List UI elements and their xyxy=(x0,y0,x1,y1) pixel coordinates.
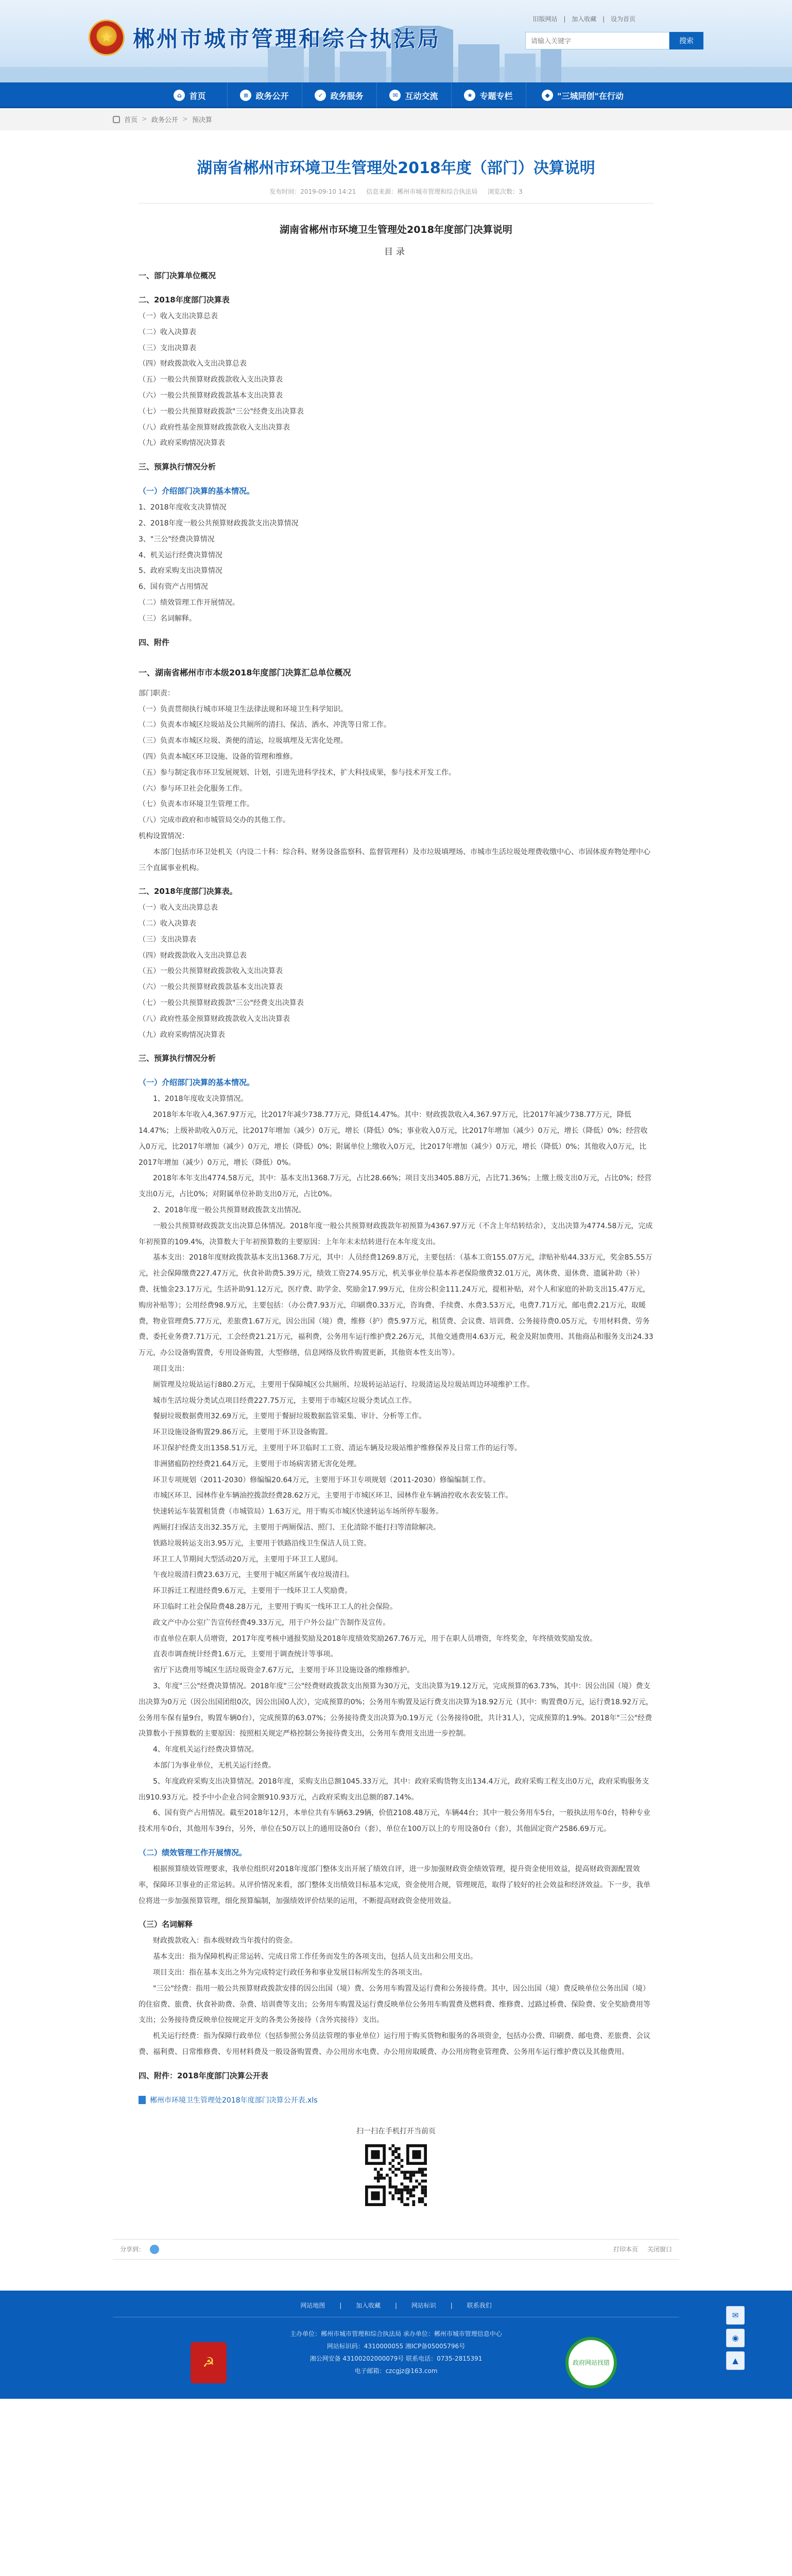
toc-paragraph: 1、2018年度收支决算情况 xyxy=(139,503,227,512)
side-tools xyxy=(726,2306,745,2370)
nav-home[interactable] xyxy=(153,82,228,108)
body-paragraph: （三）支出决算表 xyxy=(139,935,196,944)
toc-paragraph: 一、部门决算单位概况 xyxy=(139,271,216,280)
separator: | xyxy=(602,15,605,23)
party-emblem-icon[interactable]: ☭ xyxy=(191,2342,227,2383)
footer-links xyxy=(0,2291,792,2310)
toc-paragraph: （一）介绍部门决算的基本情况。 xyxy=(139,486,255,496)
print-button[interactable]: 打印本页 xyxy=(613,2245,638,2253)
body-paragraph: 省厅下达费用等城区生活垃圾资金7.67万元，主要用于环卫设施设备的维修维护。 xyxy=(153,1666,415,1675)
sitemap-link[interactable]: 网站地图 xyxy=(300,2301,325,2309)
footer-info-line: 网站标识码：4310000055 湘ICP备05005796号 xyxy=(326,2342,466,2350)
body-paragraph: 基本支出：2018年度财政拨款基本支出1368.7万元，其中：人员经费1269.8万元，主要包括：（基本工资155.07万元，津贴补贴44.33万元，奖金85.55万元，社会保障缴费227.47万元，伙食补助费5.39万元，绩效工资274.95万元，机关事业单位基本养老保险缴费32.01万元，离休费、退休费、遗属补助（补）费、抚恤金23.17万元，生活补助91.12万元，医疗费、助学金、奖励金17.99万元，住房公积金111.24万元，提租补贴，对个人和家庭的补助支出15.47万元，购房补贴等）；公用经费98.9万元，主要包括：（办公费7.93万元，印刷费0.33万元，咨询费、手续费、水费3.53万元，电费7.71万元，邮电费2.21万元，取暖费，物业管理费5.77万元，差旅费1.67万元，因公出国（境）费，维修（护）费5.97万元，租赁费、会议费、培训费、公务接待费0.05万元，专用材料费、劳务费、委托业务费7.71万元，工会经费21.21万元，福利费，公务用车运行维护费2.26万元，其他交通费用4.63万元，税金及附加费用、其他商品和服务支出24.33万元，办公设备购置费，专用设备购置，大型修缮，信息网络及软件购置更新，其他资本性支出等）。 xyxy=(139,1253,653,1358)
breadcrumb-home[interactable]: 首页 xyxy=(124,116,138,124)
document-icon: ≡ xyxy=(240,90,251,101)
body-paragraph: 机关运行经费：指为保障行政单位（包括参照公务员法管理的事业单位）运行用于购买货物和服务的各项资金，包括办公费、印刷费、邮电费、差旅费、会议费、福利费、日常维修费、专用材料费及一般设备购置费、办公用房水电费、办公用房取暖费、办公用房物业管理费、公务用车运行维护费以及其他费用。 xyxy=(139,2032,650,2056)
body-paragraph: 餐厨垃圾数据费用32.69万元，主要用于餐厨垃圾数据监管采集、审计、分析等工作。 xyxy=(153,1412,426,1421)
qr-block xyxy=(139,2126,653,2208)
toc-paragraph: （六）一般公共预算财政拨款基本支出决算表 xyxy=(139,391,283,400)
separator: | xyxy=(339,2301,342,2309)
body-paragraph: 午夜垃圾清扫费23.63万元，主要用于城区所属午夜垃圾清扫。 xyxy=(153,1571,354,1580)
body-paragraph: 二、2018年度部门决算表。 xyxy=(139,887,237,896)
body-paragraph: 2018年本年收入4,367.97万元，比2017年减少738.77万元，降低14.47%。其中：财政拨款收入4,367.97万元，比2017年减少738.77万元，降低14.47%；上级补助收入0万元，比2017年增加（减少）0万元，增长（降低）0%；事业收入0万元，比2017年增加（减少）0万元，增长（降低）0%；经营收入0万元，比2017年增加（减少）0万元，增长（降低）0%；附属单位上缴收入0万元，比2017年增加（减少）0万元，增长（降低）0%；其他收入0万元，比2017年增加（减少）0万元，增长（降低）0%。 xyxy=(139,1111,648,1167)
toc-paragraph: 4、机关运行经费决算情况 xyxy=(139,551,222,560)
share-label: 分享到： xyxy=(120,2246,145,2253)
article xyxy=(113,130,679,2229)
body-paragraph: 环卫专项规划（2011-2030）修编编20.64万元，主要用于环卫专项规划（2011-2030）修编编制工作。 xyxy=(153,1476,490,1484)
body-paragraph: 基本支出：指为保障机构正常运转、完成日常工作任务而发生的各项支出，包括人员支出和公用支出。 xyxy=(153,1953,477,1961)
nav-three-cities[interactable] xyxy=(526,82,640,108)
body-paragraph: 2、2018年度一般公共预算财政拨款支出情况。 xyxy=(153,1206,306,1215)
body-paragraph: 两厕打扫保洁支出32.35万元，主要用于两厕保洁、照门、王化清除不能打扫等清除解决。 xyxy=(153,1523,441,1532)
attachment-link[interactable] xyxy=(139,2095,653,2105)
nav-gov-affairs[interactable] xyxy=(228,82,302,108)
share-icon[interactable] xyxy=(150,2245,159,2254)
breadcrumb xyxy=(113,114,679,124)
body-paragraph: （七）负责本市环境卫生管理工作。 xyxy=(139,800,254,809)
nav-interaction[interactable] xyxy=(377,82,452,108)
body-paragraph: 四、附件：2018年度部门决算公开表 xyxy=(139,2071,268,2080)
footer-info-line: 湘公网安备 43100202000079号 联系电话：0735-2815391 xyxy=(309,2354,483,2362)
body-paragraph: 财政拨款收入：指本级财政当年拨付的资金。 xyxy=(153,1937,297,1945)
body-paragraph: 1、2018年度收支决算情况。 xyxy=(153,1095,248,1104)
body-paragraph: 厕管理及垃圾站运行880.2万元，主要用于保障城区公共厕所、垃圾转运站运行、垃圾清运及垃圾站周边环境维护工作。 xyxy=(153,1380,535,1389)
toc-paragraph: 5、政府采购支出决算情况 xyxy=(139,567,222,575)
body-paragraph: （三）负责本市城区垃圾、粪便的清运，垃圾填埋及无害化处理。 xyxy=(139,737,348,745)
body-paragraph: （六）参与环卫社会化服务工作。 xyxy=(139,784,247,793)
footer-info-line: 主办单位：郴州市城市管理和综合执法局 承办单位：郴州市城市管理信息中心 xyxy=(290,2330,502,2337)
favorite-link[interactable]: 加入收藏 xyxy=(356,2301,381,2309)
main-nav xyxy=(0,82,792,108)
body-paragraph: 非洲猪瘟防控经费21.64万元，主要用于市场病害猪无害化处理。 xyxy=(153,1460,361,1468)
qr-code xyxy=(365,2144,427,2206)
body-paragraph: 直表市调查统计经费1.6万元，主要用于调查统计等事项。 xyxy=(153,1650,338,1659)
body-paragraph: （二）收入决算表 xyxy=(139,920,196,928)
service-icon: ✓ xyxy=(315,90,326,101)
set-homepage-link[interactable]: 设为首页 xyxy=(610,15,635,23)
body-paragraph: （六）一般公共预算财政拨款基本支出决算表 xyxy=(139,983,283,992)
contact-link[interactable]: 联系我们 xyxy=(467,2301,492,2309)
article-meta xyxy=(139,187,653,204)
body-paragraph: 3、年度"三公"经费决算情况。2018年度"三公"经费财政拨款支出预算为30万元，支出决算为19.12万元，完成预算的63.73%，其中：因公出国（境）费支出决算为0万元（因公出国团组0次，因公出国0人次），完成预算的0%；公务用车购置及运行费支出决算为18.92万元（其中：购置费0万元，运行费18.92万元，公务用车保有量9台，购置车辆0台），完成预算的63.07%；公务接待费支出决算为0.19万元（公务接待0批，共计31人），完成预算的1.9%。2018年"三公"经费决算数小于预算数的主要原因：按照相关规定严格控制公务接待费支出，公务用车费用支出进一步控制。 xyxy=(139,1682,653,1738)
body-paragraph: 项目支出：指在基本支出之外为完成特定行政任务和事业发展目标所发生的各项支出。 xyxy=(153,1968,427,1977)
weibo-icon[interactable]: ◉ xyxy=(726,2329,745,2347)
body-paragraph: （二）绩效管理工作开展情况。 xyxy=(139,1848,247,1857)
body-paragraph: （八）政府性基金预算财政拨款收入支出决算表 xyxy=(139,1014,290,1023)
nav-topics[interactable] xyxy=(452,82,526,108)
nav-label: 首页 xyxy=(189,91,206,101)
search-button[interactable]: 搜索 xyxy=(669,32,703,49)
site-title: 郴州市城市管理和综合执法局 xyxy=(133,26,441,52)
toc-paragraph: 二、2018年度部门决算表 xyxy=(139,295,230,304)
body-paragraph: 市城区环卫、园林作业车辆油控拨款经费28.62万元，主要用于市城区环卫、园林作业车辆油控收水表安装工作。 xyxy=(153,1492,513,1500)
body-paragraph: 环卫拆迁工程进经费9.6万元，主要用于一线环卫工人奖励费。 xyxy=(153,1587,352,1596)
excel-file-icon xyxy=(139,2096,146,2104)
article-body xyxy=(139,664,653,2084)
breadcrumb-gov-affairs[interactable]: 政务公开 xyxy=(151,116,178,124)
body-paragraph: （二）负责本市城区垃圾站及公共厕所的清扫、保洁、洒水、冲洗等日常工作。 xyxy=(139,721,391,730)
site-header xyxy=(0,0,792,82)
attachment-label: 郴州市环境卫生管理处2018年度部门决算公开表.xls xyxy=(150,2096,318,2105)
nav-gov-service[interactable] xyxy=(302,82,377,108)
publish-time: 发布时间：2019-09-10 14:21 xyxy=(269,188,356,195)
body-paragraph: 环卫临时工社会保险费48.28万元，主要用于购买一线环卫工人的社会保险。 xyxy=(153,1602,398,1611)
table-of-contents xyxy=(139,267,653,651)
body-paragraph: （五）参与制定我市环卫发展规划、计划，引进先进科学技术，扩大科技成果，参与技术开发工作。 xyxy=(139,768,456,777)
body-paragraph: 快速转运车装置租赁费（市城管局）1.63万元，用于购买市城区快速转运车场所停车服务。 xyxy=(153,1507,443,1516)
toc-paragraph: 三、预算执行情况分析 xyxy=(139,462,216,472)
body-paragraph: 一般公共预算财政拨款支出决算总体情况。2018年度一般公共预算财政拨款年初预算为4367.97万元（不含上年结转结余），支出决算为4774.58万元，完成年初预算的109.4%，决算数大于年初预算数的主要原因：上年年末未结转进行在本年度支出。 xyxy=(139,1222,653,1246)
body-paragraph: （八）完成市政府和市城管局交办的其他工作。 xyxy=(139,816,290,825)
body-paragraph: 4、年度机关运行经费决算情况。 xyxy=(153,1745,259,1754)
body-paragraph: 本部门包括市环卫处机关（内设二十科：综合科、财务设备监察科、监督管理科）及市垃圾填埋场、市城市生活垃圾处理费收缴中心、市固体废弃物处理中心三个直属事业机构。 xyxy=(139,848,650,872)
toc-paragraph: （五）一般公共预算财政拨款收入支出决算表 xyxy=(139,376,283,384)
nav-label: "三城同创"在行动 xyxy=(557,91,624,101)
body-paragraph: 市直单位在职人员增资，2017年度考核中通报奖励及2018年度绩效奖励267.76万元，用于在职人员增资，年终奖金，年终绩效奖励发放。 xyxy=(153,1634,597,1643)
toc-paragraph: （八）政府性基金预算财政拨款收入支出决算表 xyxy=(139,423,290,432)
toc-paragraph: （一）收入支出决算总表 xyxy=(139,312,218,320)
add-favorite-link[interactable]: 加入收藏 xyxy=(572,15,597,23)
body-paragraph: 一、湖南省郴州市市本级2018年度部门决算汇总单位概况 xyxy=(139,667,351,677)
body-paragraph: 5、年度政府采购支出决算情况。2018年度，采购支出总额1045.33万元，其中：政府采购货物支出134.4万元，政府采购工程支出0万元，政府采购服务支出910.93万元。授予中小企业合同金额910.93万元，占政府采购支出总额的87.14%。 xyxy=(139,1777,649,1802)
toc-paragraph: （三）名词解释。 xyxy=(139,614,196,623)
nav-label: 政务服务 xyxy=(330,91,364,101)
chevron-right-icon: > xyxy=(142,115,147,123)
body-paragraph: 部门职责： xyxy=(139,689,175,698)
separator: | xyxy=(450,2301,453,2309)
toc-paragraph: 6、国有资产占用情况 xyxy=(139,583,208,591)
toc-paragraph: （四）财政拨款收入支出决算总表 xyxy=(139,360,247,368)
qr-caption: 扫一扫在手机打开当前页 xyxy=(356,2127,436,2136)
chevron-right-icon: > xyxy=(182,115,188,123)
separator: | xyxy=(563,15,566,23)
body-paragraph: 政文产中办公室广告宣传经费49.33万元，用于户外公益广告制作及宣传。 xyxy=(153,1618,390,1627)
body-paragraph: 城市生活垃圾分类试点项目经费227.75万元，主要用于市城区垃圾分类试点工作。 xyxy=(153,1396,416,1405)
body-paragraph: （五）一般公共预算财政拨款收入支出决算表 xyxy=(139,967,283,976)
toc-paragraph: （二）绩效管理工作开展情况。 xyxy=(139,598,239,607)
body-paragraph: 三、预算执行情况分析 xyxy=(139,1054,216,1063)
site-id-link[interactable]: 网站标识 xyxy=(411,2301,436,2309)
nav-label: 互动交流 xyxy=(405,91,438,101)
body-paragraph: （七）一般公共预算财政拨款"三公"经费支出决算表 xyxy=(139,999,304,1008)
site-brand[interactable] xyxy=(89,20,441,56)
body-paragraph: （三）名词解释 xyxy=(139,1920,193,1929)
toc-paragraph: 3、"三公"经费决算情况 xyxy=(139,535,215,544)
breadcrumb-bar xyxy=(0,108,792,130)
body-paragraph: "三公"经费：指用一般公共预算财政拨款安排的因公出国（境）费、公务用车购置及运行费和公务接待费。其中，因公出国（境）费反映单位公务出国（境）的住宿费、旅费、伙食补助费、杂费、培训费等支出；公务用车购置及运行费反映单位公务用车购置费及燃料费、维修费、过路过桥费、保险费、安全奖励费用等支出；公务接待费反映单位按规定开支的各类公务接待（含外宾接待）支出。 xyxy=(139,1984,650,2025)
body-paragraph: 环卫保护经费支出1358.51万元，主要用于环卫临时工工资、清运车辆及垃圾站维护维修保养及日常工作的运行等。 xyxy=(153,1444,522,1452)
home-icon: ⌂ xyxy=(174,90,185,101)
body-paragraph: （四）负责本城区环卫设施、设备的管理和维修。 xyxy=(139,752,297,761)
table-of-contents-heading: 目录 xyxy=(384,247,408,257)
body-paragraph: （一）介绍部门决算的基本情况。 xyxy=(139,1078,255,1088)
body-paragraph: 本部门为事业单位，无机关运行经费。 xyxy=(153,1761,276,1770)
search-input[interactable] xyxy=(525,32,669,49)
site-footer xyxy=(0,2291,792,2399)
city-icon: ◆ xyxy=(542,90,553,101)
old-site-link[interactable]: 旧版网站 xyxy=(532,15,558,23)
body-paragraph: 2018年本年支出4774.58万元，其中：基本支出1368.7万元，占比28.66%；项目支出3405.88万元，占比71.36%；上缴上级支出0万元，占比0%；经营支出0万元，占比0%；对附属单位补助支出0万元，占比0%。 xyxy=(139,1174,652,1199)
body-paragraph: 机构设置情况： xyxy=(139,832,189,840)
breadcrumb-budget[interactable]: 预决算 xyxy=(192,116,212,124)
toc-paragraph: （二）收入决算表 xyxy=(139,328,196,336)
toc-paragraph: （九）政府采购情况决算表 xyxy=(139,439,225,448)
search-box xyxy=(525,32,703,49)
toc-paragraph: （七）一般公共预算财政拨款"三公"经费支出决算表 xyxy=(139,407,304,416)
toc-paragraph: 2、2018年度一般公共预算财政拨款支出决算情况 xyxy=(139,519,299,528)
close-window-button[interactable]: 关闭窗口 xyxy=(647,2245,672,2253)
top-links xyxy=(531,14,638,23)
body-paragraph: 环卫工人节期间大型活动20万元，主要用于环卫工人慰问。 xyxy=(153,1555,342,1564)
toc-paragraph: （三）支出决算表 xyxy=(139,344,196,352)
share-bar xyxy=(113,2239,679,2260)
body-paragraph: （九）政府采购情况决算表 xyxy=(139,1030,225,1039)
wechat-icon[interactable]: ✉ xyxy=(726,2306,745,2325)
body-paragraph: 铁路垃圾转运支出3.95万元，主要用于铁路沿线卫生保洁人员工资。 xyxy=(153,1539,371,1548)
topic-icon: ★ xyxy=(464,90,475,101)
body-paragraph: 环卫设施设备购置29.86万元，主要用于环卫设备购置。 xyxy=(153,1428,333,1437)
nav-label: 政务公开 xyxy=(255,91,289,101)
toc-paragraph: 四、附件 xyxy=(139,637,170,647)
body-paragraph: （四）财政拨款收入支出决算总表 xyxy=(139,951,247,960)
body-paragraph: 项目支出： xyxy=(153,1365,189,1374)
home-icon xyxy=(113,116,120,123)
separator: | xyxy=(394,2301,398,2309)
back-to-top-icon[interactable]: ▲ xyxy=(726,2351,745,2370)
footer-info-line: 电子邮箱：czcgjz@163.com xyxy=(354,2367,438,2375)
chat-icon: ✉ xyxy=(389,90,401,101)
national-emblem-icon: ★ xyxy=(89,20,125,56)
info-source: 信息来源：郴州市城市管理和综合执法局 xyxy=(366,188,478,195)
body-paragraph: （一）负责贯彻执行城市环境卫生法律法规和环境卫生科学知识。 xyxy=(139,705,348,714)
body-paragraph: （一）收入支出决算总表 xyxy=(139,904,218,912)
footer-info xyxy=(216,2328,576,2377)
article-title: 湖南省郴州市环境卫生管理处2018年度（部门）决算说明 xyxy=(197,159,595,177)
nav-label: 专题专栏 xyxy=(479,91,513,101)
gov-error-report-badge[interactable]: 政府网站找错 xyxy=(565,2337,617,2388)
document-title: 湖南省郴州市环境卫生管理处2018年度部门决算说明 xyxy=(280,224,512,235)
body-paragraph: 6、国有资产占用情况。截至2018年12月，本单位共有车辆63.29辆，价值2108.48万元，车辆44台；其中一般公务用车5台，一般执法用车0台，特种专业技术用车0台，其他用车39台，另外，单位在50万以上的通用设备0台（套），单位在100万以上的专用设备0台（套），其他固定资产2586.69万元。 xyxy=(139,1809,650,1834)
body-paragraph: 根据预算绩效管理要求，我单位组织对2018年度部门整体支出开展了绩效自评，进一步加强财政资金绩效管理，提升资金使用效益，提高财政资源配置效率，保障环卫事业的正常运转。从评价情况来看，部门整体支出绩效目标基本完成，资金使用合规，管理规范，取得了较好的社会效益和经济效益。下一步，我单位将进一步加强预算管理，细化预算编制，加强绩效评价结果的运用，不断提高财政资金使用效益。 xyxy=(139,1865,650,1905)
view-count: 浏览次数：3 xyxy=(488,188,523,195)
